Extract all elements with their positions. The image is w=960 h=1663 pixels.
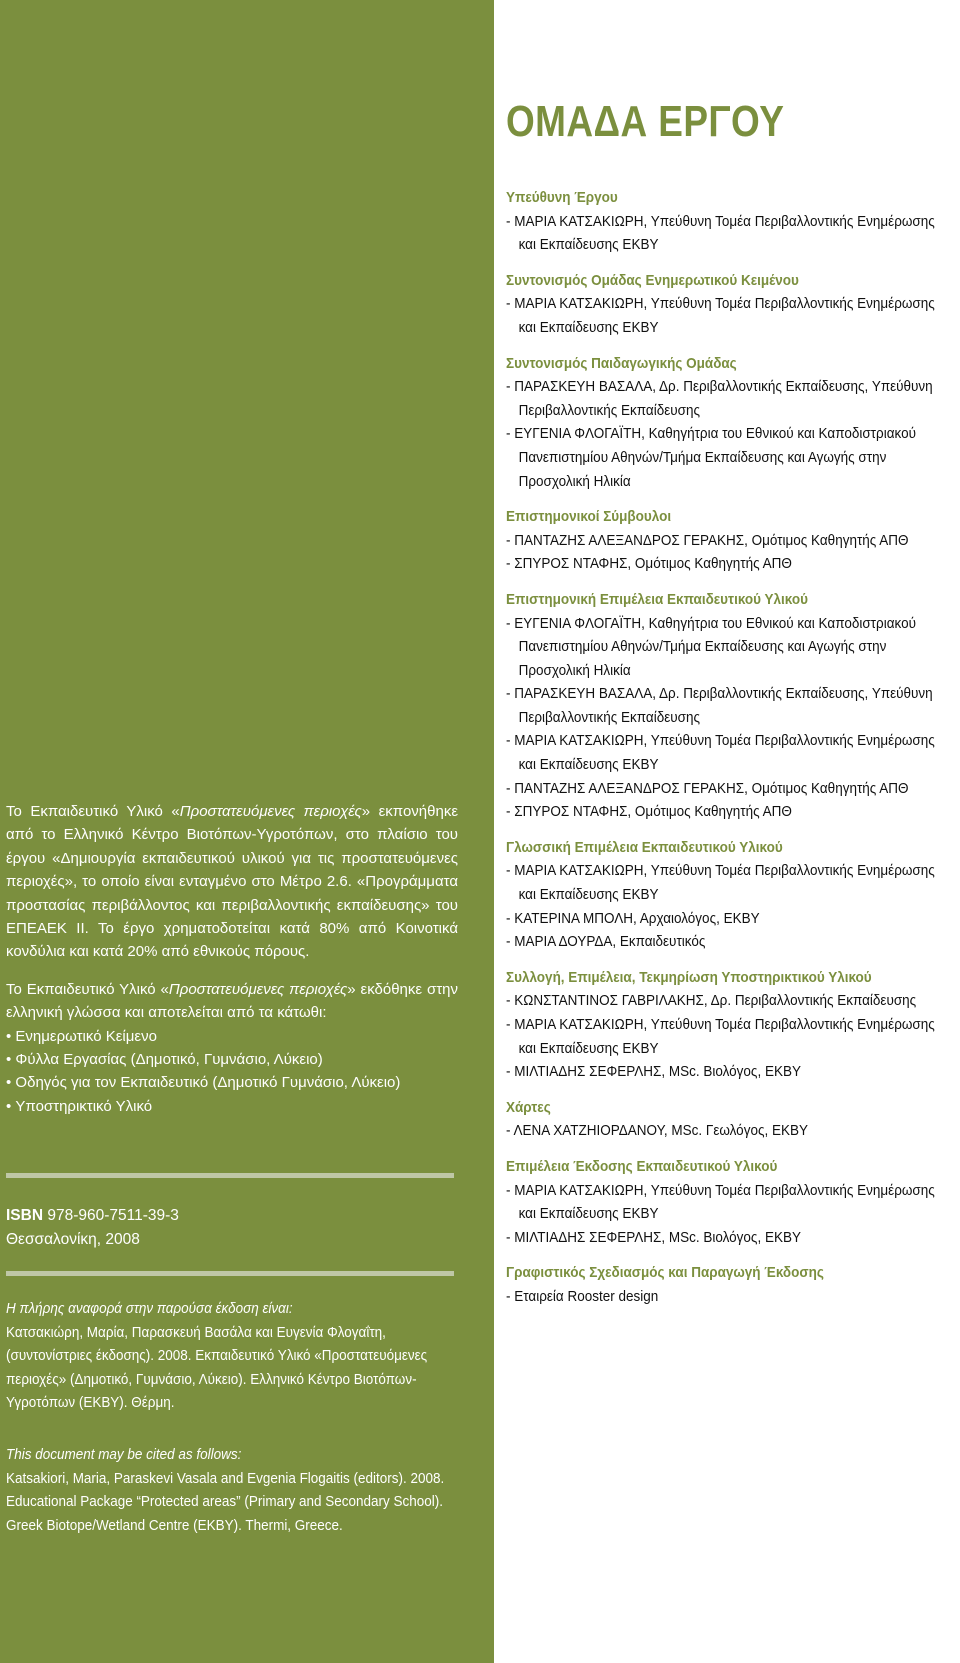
divider	[6, 1173, 454, 1178]
team-member: - ΜΙΛΤΙΑΔΗΣ ΣΕΦΕΡΛΗΣ, MSc. Βιολόγος, ΕΚΒΥ	[506, 1063, 801, 1081]
team-member: - ΣΠΥΡΟΣ ΝΤΑΦΗΣ, Ομότιμος Καθηγητής ΑΠΘ	[506, 555, 792, 573]
contents-list-item: • Οδηγός για τον Εκπαιδευτικό (Δημοτικό Γυμνάσιο, Λύκειο)	[6, 1071, 458, 1094]
team-section	[506, 186, 936, 257]
team-member: - ΜΑΡΙΑ ΚΑΤΣΑΚΙΩΡΗ, Υπεύθυνη Τομέα Περιβαλλοντικής Ενημέρωσης και Εκπαίδευσης ΕΚΒΥ	[506, 212, 935, 254]
contents-list-item: • Υποστηρικτικό Υλικό	[6, 1095, 458, 1118]
team-section	[506, 1261, 936, 1308]
team-member: - ΠΑΝΤΑΖΗΣ ΑΛΕΞΑΝΔΡΟΣ ΓΕΡΑΚΗΣ, Ομότιμος Καθηγητής ΑΠΘ	[506, 779, 909, 797]
citation-text: Katsakiori, Maria, Paraskevi Vasala and Evgenia Flogaitis (editors). 2008. Educational Package “Protected areas” (Primary and Secondary School). Greek Biotope/Wetland Centre (EKBY). Thermi, Greece.	[6, 1470, 445, 1534]
team-section	[506, 588, 936, 824]
team-member: - ΕΥΓΕΝΙΑ ΦΛΟΓΑΪΤΗ, Καθηγήτρια του Εθνικού και Καποδιστριακού Πανεπιστημίου Αθηνών/Τμήμα Εκπαίδευσης και Αγωγής στην Προσχολική Ηλικία	[506, 425, 916, 490]
divider	[6, 1271, 454, 1276]
about-block	[6, 800, 458, 1118]
about-paragraph: Το Εκπαιδευτικό Υλικό «Προστατευόμενες περιοχές» εκπονήθηκε από το Ελληνικό Κέντρο Βιοτόπων-Υγροτόπων, στο πλαίσιο του έργου «Δημιουργία εκπαιδευτικού υλικού για τις προστατευόμενες περιοχές», το οποίο είναι ενταγμένο στο Μέτρο 2.6. «Προγράμματα προστασίας περιβάλλοντος και περιβαλλοντικής εκπαίδευσης» του ΕΠΕΑΕΚ ΙΙ. Το έργο χρηματοδοτείται κατά 80% από Κοινοτικά κονδύλια και κατά 20% από εθνικούς πόρους.	[6, 803, 459, 961]
team-member: - Εταιρεία Rooster design	[506, 1287, 659, 1305]
team-list	[506, 186, 936, 1321]
team-member: - ΠΑΡΑΣΚΕΥΗ ΒΑΣΑΛΑ, Δρ. Περιβαλλοντικής Εκπαίδευσης, Υπεύθυνη Περιβαλλοντικής Εκπαίδευσης	[506, 685, 933, 726]
section-heading: Υπεύθυνη Έργου	[506, 189, 618, 206]
title-italic: Προστατευόμενες περιοχές	[179, 803, 362, 820]
team-member: - ΚΑΤΕΡΙΝΑ ΜΠΟΛΗ, Αρχαιολόγος, ΕΚΒΥ	[506, 909, 760, 927]
team-member: - ΣΠΥΡΟΣ ΝΤΑΦΗΣ, Ομότιμος Καθηγητής ΑΠΘ	[506, 803, 792, 821]
contents-list-item: • Φύλλα Εργασίας (Δημοτικό, Γυμνάσιο, Λύκειο)	[6, 1048, 458, 1071]
team-member: - ΠΑΡΑΣΚΕΥΗ ΒΑΣΑΛΑ, Δρ. Περιβαλλοντικής Εκπαίδευσης, Υπεύθυνη Περιβαλλοντικής Εκπαίδευσης	[506, 378, 933, 419]
team-member: - ΜΑΡΙΑ ΚΑΤΣΑΚΙΩΡΗ, Υπεύθυνη Τομέα Περιβαλλοντικής Ενημέρωσης και Εκπαίδευσης ΕΚΒΥ	[506, 295, 935, 336]
team-section	[506, 1096, 936, 1143]
team-member: - ΜΑΡΙΑ ΔΟΥΡΔΑ, Εκπαιδευτικός	[506, 933, 706, 951]
team-member: - ΚΩΝΣΤΑΝΤΙΝΟΣ ΓΑΒΡΙΛΑΚΗΣ, Δρ. Περιβαλλοντικής Εκπαίδευσης	[506, 992, 917, 1010]
section-heading: Συλλογή, Επιμέλεια, Τεκμηρίωση Υποστηρικτικού Υλικού	[506, 968, 872, 986]
citation-intro: Η πλήρης αναφορά στην παρούσα έκδοση είναι:	[6, 1301, 293, 1317]
team-member: - ΜΑΡΙΑ ΚΑΤΣΑΚΙΩΡΗ, Υπεύθυνη Τομέα Περιβαλλοντικής Ενημέρωσης και Εκπαίδευσης ΕΚΒΥ	[506, 1016, 935, 1057]
team-section	[506, 836, 936, 954]
citation-english	[6, 1444, 458, 1538]
page-title: ΟΜΑΔΑ ΕΡΓΟΥ	[506, 97, 785, 146]
section-heading: Επιστημονικοί Σύμβουλοι	[506, 508, 672, 526]
section-heading: Γλωσσική Επιμέλεια Εκπαιδευτικού Υλικού	[506, 838, 783, 856]
team-section	[506, 352, 936, 494]
citation-intro: This document may be cited as follows:	[6, 1447, 242, 1463]
team-member: - ΜΑΡΙΑ ΚΑΤΣΑΚΙΩΡΗ, Υπεύθυνη Τομέα Περιβαλλοντικής Ενημέρωσης και Εκπαίδευσης ΕΚΒΥ	[506, 1181, 935, 1223]
team-member: - ΜΙΛΤΙΑΔΗΣ ΣΕΦΕΡΛΗΣ, MSc. Βιολόγος, ΕΚΒΥ	[506, 1228, 801, 1246]
citation-greek	[6, 1298, 458, 1416]
team-section	[506, 1155, 936, 1249]
section-heading: Συντονισμός Ομάδας Ενημερωτικού Κειμένου	[506, 271, 799, 289]
title-italic: Προστατευόμενες περιοχές	[168, 980, 348, 998]
contents-paragraph: Το Εκπαιδευτικό Υλικό «Προστατευόμενες περιοχές» εκδόθηκε στην ελληνική γλώσσα και αποτελείται από τα κάτωθι:	[6, 980, 458, 1022]
isbn-value: 978-960-7511-39-3	[47, 1207, 179, 1224]
contents-list-item: • Ενημερωτικό Κείμενο	[6, 1025, 458, 1048]
section-heading: Επιμέλεια Έκδοσης Εκπαιδευτικού Υλικού	[506, 1157, 778, 1175]
team-section	[506, 966, 936, 1084]
team-member: - ΜΑΡΙΑ ΚΑΤΣΑΚΙΩΡΗ, Υπεύθυνη Τομέα Περιβαλλοντικής Ενημέρωσης και Εκπαίδευσης ΕΚΒΥ	[506, 862, 935, 904]
team-member: - ΠΑΝΤΑΖΗΣ ΑΛΕΞΑΝΔΡΟΣ ΓΕΡΑΚΗΣ, Ομότιμος Καθηγητής ΑΠΘ	[506, 531, 909, 549]
team-member: - ΕΥΓΕΝΙΑ ΦΛΟΓΑΪΤΗ, Καθηγήτρια του Εθνικού και Καποδιστριακού Πανεπιστημίου Αθηνών/Τμήμα Εκπαίδευσης και Αγωγής στην Προσχολική Ηλικία	[506, 614, 916, 679]
isbn-block	[6, 1204, 458, 1252]
contents-list	[6, 1025, 458, 1119]
place-date: Θεσσαλονίκη, 2008	[6, 1231, 140, 1248]
isbn-line	[6, 1204, 458, 1228]
section-heading: Χάρτες	[506, 1098, 551, 1116]
section-heading: Επιστημονική Επιμέλεια Εκπαιδευτικού Υλικού	[506, 590, 808, 608]
section-heading: Γραφιστικός Σχεδιασμός και Παραγωγή Έκδοσης	[506, 1264, 824, 1282]
team-member: - ΜΑΡΙΑ ΚΑΤΣΑΚΙΩΡΗ, Υπεύθυνη Τομέα Περιβαλλοντικής Ενημέρωσης και Εκπαίδευσης ΕΚΒΥ	[506, 732, 935, 774]
team-section	[506, 269, 936, 340]
section-heading: Συντονισμός Παιδαγωγικής Ομάδας	[506, 354, 737, 372]
citation-text: Κατσακιώρη, Μαρία, Παρασκευή Βασάλα και Ευγενία Φλογαΐτη, (συντονίστριες έκδοσης). 2008. Εκπαιδευτικό Υλικό «Προστατευόμενες περιοχές» (Δημοτικό, Γυμνάσιο, Λύκειο). Ελληνικό Κέντρο Βιοτόπων-Υγροτόπων (ΕΚΒΥ). Θέρμη.	[6, 1324, 428, 1412]
team-section	[506, 505, 936, 576]
team-member: - ΛΕΝΑ ΧΑΤΖΗΙΟΡΔΑΝΟΥ, MSc. Γεωλόγος, ΕΚΒΥ	[506, 1122, 808, 1140]
isbn-label: ISBN	[6, 1207, 44, 1224]
